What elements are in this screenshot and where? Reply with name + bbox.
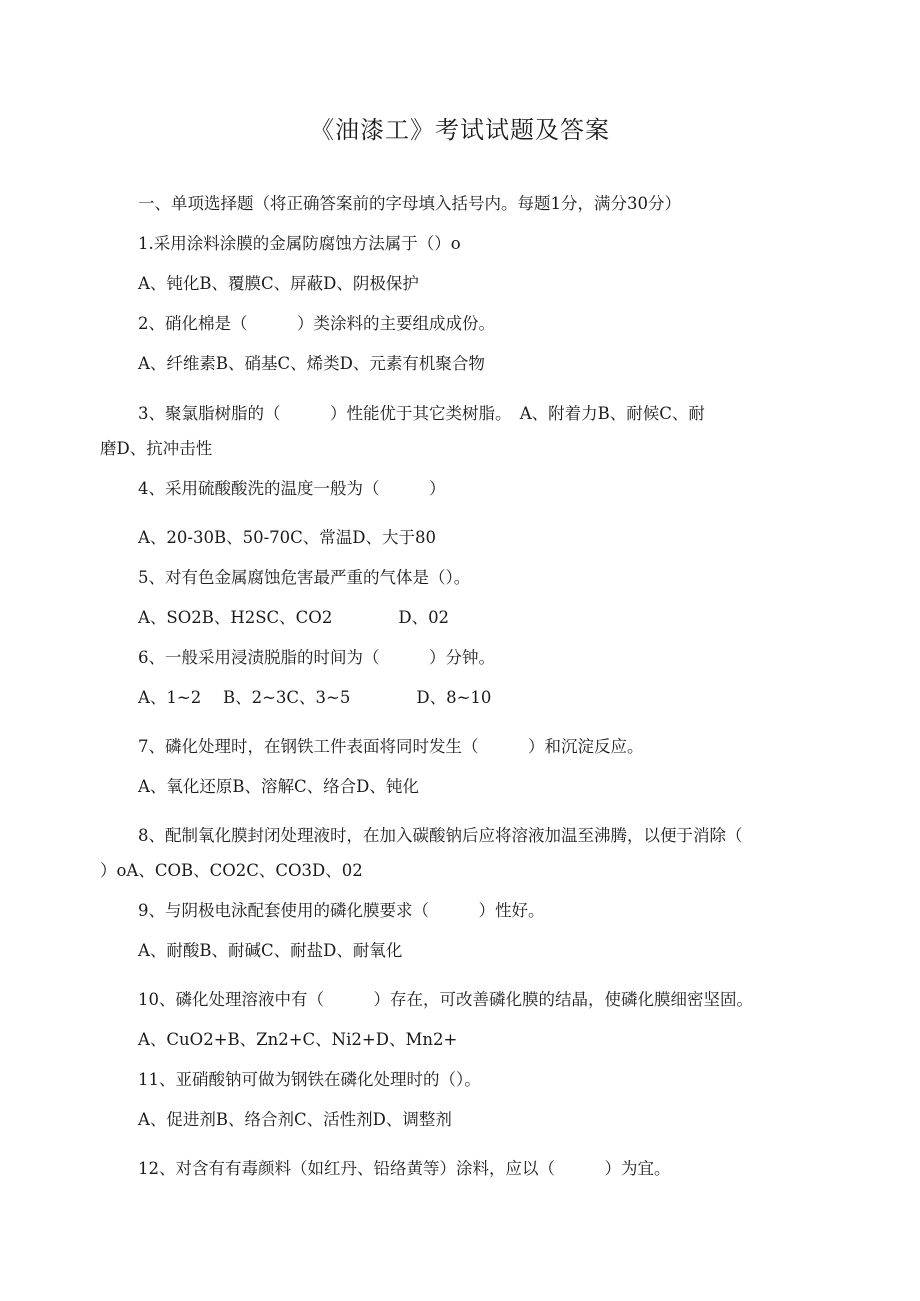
question-4: 4、采用硫酸酸洗的温度一般为（ ） <box>138 479 446 498</box>
question-5: 5、对有色金属腐蚀危害最严重的气体是（）。 <box>138 568 471 587</box>
question-3-continued: 磨D、抗冲击性 <box>100 439 213 458</box>
question-10: 10、磷化处理溶液中有（ ）存在，可改善磷化膜的结晶，使磷化膜细密坚固。 <box>138 990 753 1009</box>
question-8-continued: ）oA、COB、CO2C、CO3D、02 <box>100 861 363 880</box>
question-3: 3、聚氯脂树脂的（ ）性能优于其它类树脂。 A、附着力B、耐候C、耐 <box>138 404 705 423</box>
options-2: A、纤维素B、硝基C、烯类D、元素有机聚合物 <box>138 354 485 373</box>
question-8: 8、配制氧化膜封闭处理液时，在加入碳酸钠后应将溶液加温至沸腾，以便于消除（ <box>138 826 743 845</box>
options-7: A、氧化还原B、溶解C、络合D、钝化 <box>138 777 419 796</box>
question-7: 7、磷化处理时，在钢铁工件表面将同时发生（ ）和沉淀反应。 <box>138 737 644 756</box>
question-6: 6、一般采用浸渍脱脂的时间为（ ）分钟。 <box>138 648 495 667</box>
question-1: 1.采用涂料涂膜的金属防腐蚀方法属于（）o <box>138 234 461 253</box>
section-heading: 一、单项选择题（将正确答案前的字母填入括号内。每题1分，满分30分） <box>138 194 681 213</box>
options-11: A、促进剂B、络合剂C、活性剂D、调整剂 <box>138 1110 452 1129</box>
question-11: 11、亚硝酸钠可做为钢铁在磷化处理时的（）。 <box>138 1070 481 1089</box>
options-6: A、1~2 B、2~3C、3~5 D、8~10 <box>138 688 492 707</box>
options-9: A、耐酸B、耐碱C、耐盐D、耐氧化 <box>138 941 403 960</box>
options-1: A、钝化B、覆膜C、屏蔽D、阴极保护 <box>138 274 419 293</box>
options-10: A、CuO2+B、Zn2+C、Ni2+D、Mn2+ <box>138 1030 458 1049</box>
document-title: 《油漆工》考试试题及答案 <box>310 116 610 144</box>
question-2: 2、硝化棉是（ ）类涂料的主要组成成份。 <box>138 314 495 333</box>
options-5: A、SO2B、H2SC、CO2 D、02 <box>138 608 450 627</box>
options-4: A、20-30B、50-70C、常温D、大于80 <box>138 528 437 547</box>
question-12: 12、对含有有毒颜料（如红丹、铅络黄等）涂料，应以（ ）为宜。 <box>138 1159 671 1178</box>
question-9: 9、与阴极电泳配套使用的磷化膜要求（ ）性好。 <box>138 901 545 920</box>
